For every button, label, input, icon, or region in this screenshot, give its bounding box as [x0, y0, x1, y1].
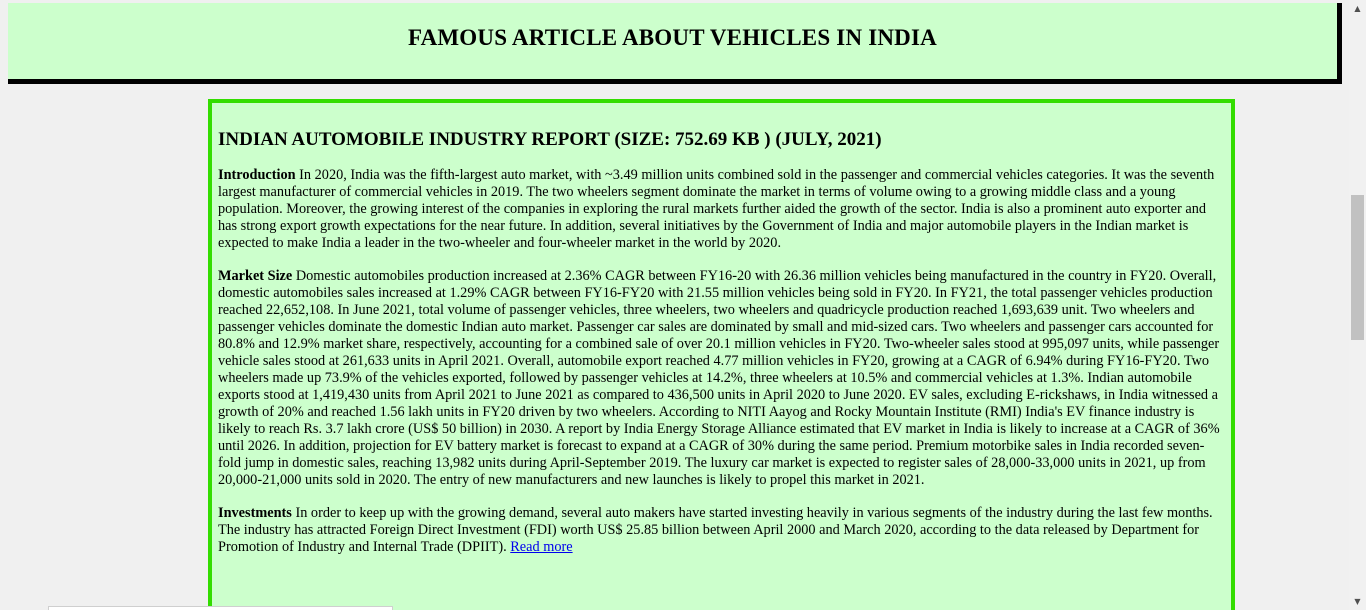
section-text-introduction: In 2020, India was the fifth-largest auto market, with ~3.49 million units combined sold in the passenger and commercial vehicles categories. It was the seventh largest manufacturer of commercial vehicles in 2019. The two wheelers segment dominate the market in terms of volume owing to a growing middle class and a young population. Moreover, the growing interest of the companies in exploring the rural markets further aided the growth of the sector. India is also a prominent auto exporter and has strong export growth expectations for the near future. In addition, several initiatives by the Government of India and major automobile players in the Indian market is expected to make India a leader in the two-wheeler and four-wheeler market in the world by 2020. [218, 167, 1215, 251]
scrollbar-thumb[interactable] [1351, 195, 1364, 340]
page-header [8, 3, 1342, 84]
article-heading: INDIAN AUTOMOBILE INDUSTRY REPORT (SIZE: 752.69 KB ) (JULY, 2021) [218, 129, 882, 150]
section-market-size [218, 268, 1225, 489]
scroll-down-icon[interactable]: ▼ [1354, 597, 1361, 606]
read-more-link[interactable]: Read more [510, 539, 573, 555]
section-text-investments: In order to keep up with the growing demand, several auto makers have started investing heavily in various segments of the industry during the last few months. The industry has attracted Foreign Direct Investment (FDI) worth US$ 25.85 billion between April 2000 and March 2020, according to the data released by Department for Promotion of Industry and Internal Trade (DPIIT). [218, 505, 1213, 555]
section-label-market-size: Market Size [218, 268, 293, 284]
section-label-investments: Investments [218, 505, 292, 521]
section-introduction [218, 167, 1225, 252]
bottom-bar-fragment [48, 606, 393, 610]
vertical-scrollbar[interactable] [1349, 0, 1366, 610]
section-label-introduction: Introduction [218, 167, 296, 183]
article-container [208, 99, 1235, 610]
section-investments [218, 505, 1225, 556]
section-text-market-size: Domestic automobiles production increased at 2.36% CAGR between FY16-20 with 26.36 million vehicles being manufactured in the country in FY20. Overall, domestic automobiles sales increased at 1.29% CAGR between FY16-FY20 with 21.55 million vehicles being sold in FY20. In FY21, the total passenger vehicles production reached 22,652,108. In June 2021, total volume of passenger vehicles, three wheelers, two wheelers and quadricycle production reached 1,693,639 unit. Two wheelers and passenger vehicles dominate the domestic Indian auto market. Passenger car sales are dominated by small and mid-sized cars. Two wheelers and passenger cars accounted for 80.8% and 12.9% market share, respectively, accounting for a combined sale of over 20.1 million vehicles in FY20. Two-wheeler sales stood at 995,097 units, while passenger vehicle sales stood at 261,633 units in April 2021. Overall, automobile export reached 4.77 million vehicles in FY20, growing at a CAGR of 6.94% during FY16-FY20. Two wheelers made up 73.9% of the vehicles exported, followed by passenger vehicles at 14.2%, three wheelers at 10.5% and commercial vehicles at 1.3%. Indian automobile exports stood at 1,419,430 units from April 2021 to June 2021 as compared to 436,500 units in April 2020 to June 2020. EV sales, excluding E-rickshaws, in India witnessed a growth of 20% and reached 1.56 lakh units in FY20 driven by two wheelers. According to NITI Aayog and Rocky Mountain Institute (RMI) India's EV finance industry is likely to reach Rs. 3.7 lakh crore (US$ 50 billion) in 2030. A report by India Energy Storage Alliance estimated that EV market in India is likely to increase at a CAGR of 36% until 2026. In addition, projection for EV battery market is forecast to expand at a CAGR of 30% during the same period. Premium motorbike sales in India recorded seven-fold jump in domestic sales, reaching 13,982 units during April-September 2019. The luxury car market is expected to register sales of 28,000-33,000 units in 2021, up from 20,000-21,000 units sold in 2020. The entry of new manufacturers and new launches is likely to propel this market in 2021. [218, 268, 1220, 488]
scroll-up-icon[interactable]: ▲ [1354, 4, 1361, 13]
page-title: FAMOUS ARTICLE ABOUT VEHICLES IN INDIA [408, 25, 937, 50]
